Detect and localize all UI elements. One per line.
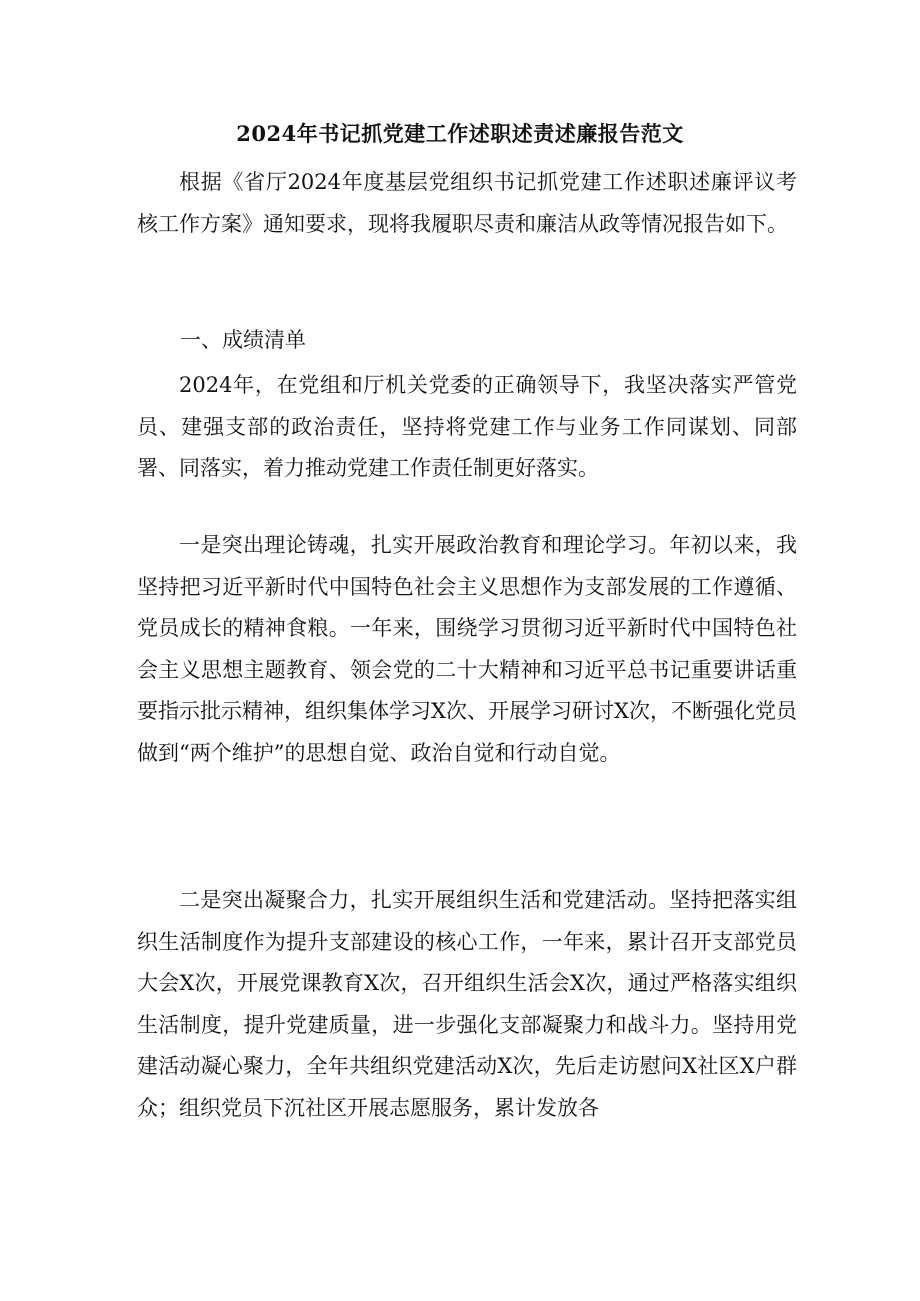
section-paragraph-overview: 2024年，在党组和厅机关党委的正确领导下，我坚决落实严管党员、建强支部的政治责任，坚持将党建工作与业务工作同谋划、同部署、同落实，着力推动党建工作责任制更好落实。 [137,373,797,480]
section-heading: 一、成绩清单 [180,328,306,352]
section-paragraph-theory: 一是突出理论铸魂，扎实开展政治教育和理论学习。年初以来，我坚持把习近平新时代中国特色社会主义思想作为支部发展的工作遵循、党员成长的精神食粮。一年来，围绕学习贯彻习近平新时代中国特色社会主义思想主题教育、领会党的二十大精神和习近平总书记重要讲话重要指示批示精神，组织集体学习X次、开展学习研讨X次，不断强化党员做到“两个维护”的思想自觉、政治自觉和行动自觉。 [137,533,797,765]
section-paragraph-organization: 二是突出凝聚合力，扎实开展组织生活和党建活动。坚持把落实组织生活制度作为提升支部建设的核心工作，一年来，累计召开支部党员大会X次，开展党课教育X次，召开组织生活会X次，通过严格落实组织生活制度，提升党建质量，进一步强化支部凝聚力和战斗力。坚持用党建活动凝心聚力，全年共组织党建活动X次，先后走访慰问X社区X户群众；组织党员下沉社区开展志愿服务，累计发放各 [137,888,797,1120]
document-title: 2024年书记抓党建工作述职述责述廉报告范文 [236,121,684,146]
intro-paragraph: 根据《省厅2024年度基层党组织书记抓党建工作述职述廉评议考核工作方案》通知要求，现将我履职尽责和廉洁从政等情况报告如下。 [137,170,797,236]
